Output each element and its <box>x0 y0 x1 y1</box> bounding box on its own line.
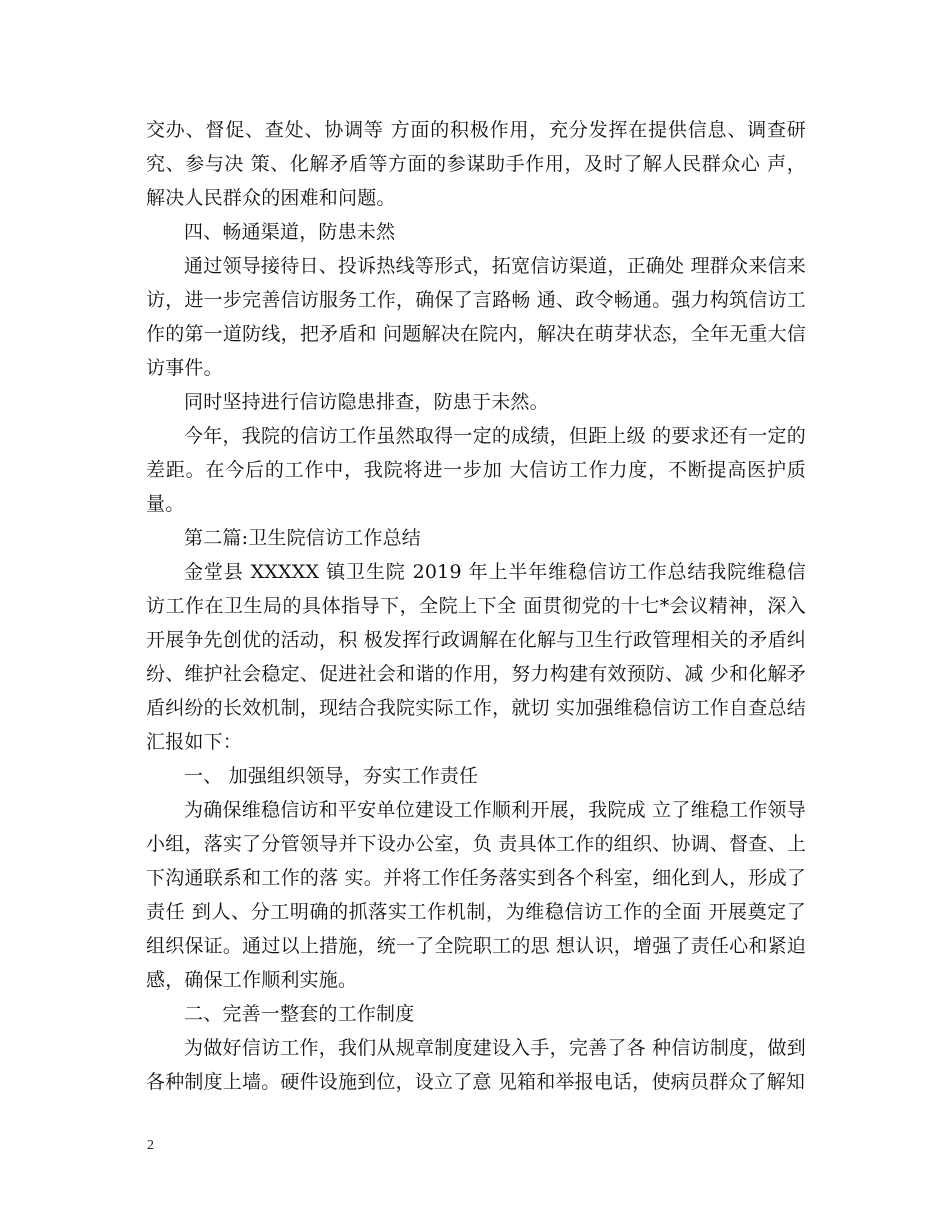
document-body <box>146 113 806 1099</box>
article-title-2: 第二篇:卫生院信访工作总结 <box>184 527 422 549</box>
paragraph-4: 同时坚持进行信访隐患排查，防患于未然。 <box>184 391 549 413</box>
paragraph-9: 为确保维稳信访和平安单位建设工作顺利开展，我院成 立了维稳工作领导小组，落实了分管领导并下设办公室，负 责具体工作的组织、协调、督查、上下沟通联系和工作的落 实。并将工作任务落实到各个科室，细化到人，形成了责任 到人、分工明确的抓落实工作机制，为维稳信访工作的全面 开展奠定了组织保证。通过以上措施，统一了全院职工的思 想认识，增强了责任心和紧迫感，确保工作顺利实施。 <box>146 799 806 991</box>
paragraph-3: 通过领导接待日、投诉热线等形式，拓宽信访渠道，正确处 理群众来信来访，进一步完善信访服务工作，确保了言路畅 通、政令畅通。强力构筑信访工作的第一道防线，把矛盾和 问题解决在院内，解决在萌芽状态，全年无重大信访事件。 <box>146 255 806 379</box>
section-heading-1: 一、 加强组织领导，夯实工作责任 <box>184 765 479 787</box>
section-heading-2: 二、完善一整套的工作制度 <box>184 1003 415 1025</box>
section-heading-4: 四、畅通渠道，防患未然 <box>184 221 396 243</box>
page-number: 2 <box>147 1138 154 1153</box>
paragraph-5: 今年，我院的信访工作虽然取得一定的成绩，但距上级 的要求还有一定的差距。在今后的工作中，我院将进一步加 大信访工作力度，不断提高医护质量。 <box>146 425 806 515</box>
paragraph-7: 金堂县 XXXXX 镇卫生院 2019 年上半年维稳信访工作总结我院维稳信访工作在卫生局的具体指导下，全院上下全 面贯彻党的十七*会议精神，深入开展争先创优的活动，积 极发挥行政调解在化解与卫生行政管理相关的矛盾纠纷、维护社会稳定、促进社会和谐的作用，努力构建有效预防、减 少和化解矛盾纠纷的长效机制，现结合我院实际工作，就切 实加强维稳信访工作自查总结汇报如下： <box>146 561 806 753</box>
paragraph-1: 交办、督促、查处、协调等 方面的积极作用，充分发挥在提供信息、调查研究、参与决 策、化解矛盾等方面的参谋助手作用，及时了解人民群众心 声，解决人民群众的困难和问题。 <box>146 119 806 209</box>
paragraph-11: 为做好信访工作，我们从规章制度建设入手，完善了各 种信访制度，做到各种制度上墙。硬件设施到位，设立了意 见箱和举报电话，使病员群众了解知 <box>146 1037 806 1093</box>
